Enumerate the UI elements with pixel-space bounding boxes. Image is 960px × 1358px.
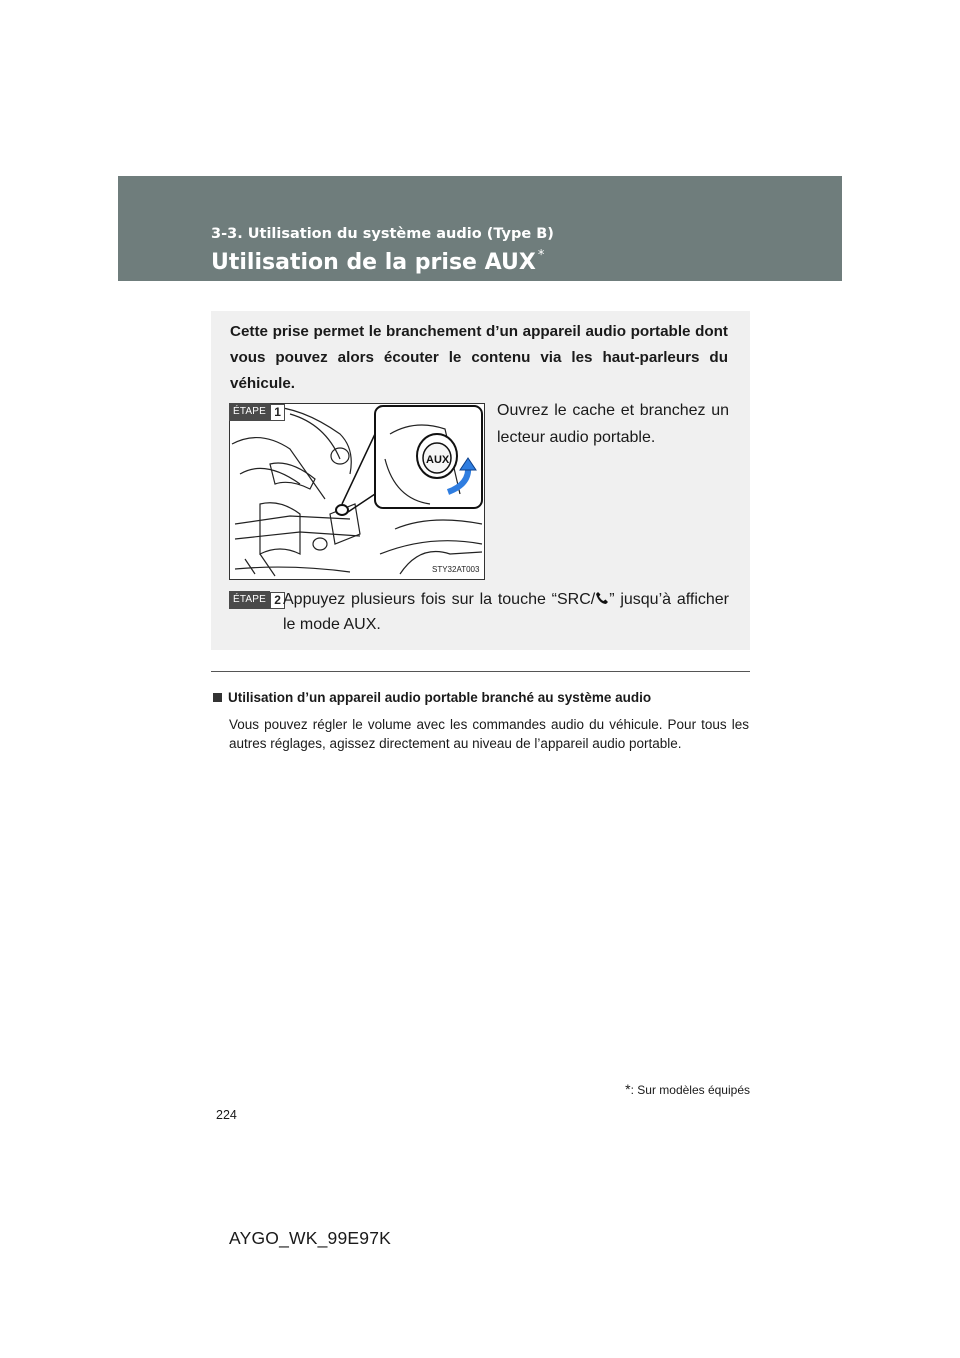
step-2-number: 2	[270, 592, 285, 609]
dashboard-drawing	[230, 404, 484, 579]
intro-text: Cette prise permet le branchement d’un appareil audio portable dont vous pouvez alors écouter le contenu via les haut-parleurs du véhicule.	[230, 323, 728, 392]
illustration-code: STY32AT003	[432, 565, 480, 574]
equipped-mark: *	[537, 248, 545, 263]
note-body: Vous pouvez régler le volume avec les commandes audio du véhicule. Pour tous les autres réglages, agissez directement au niveau de l’appareil audio portable.	[229, 717, 749, 751]
phone-icon	[595, 591, 609, 605]
page-title	[211, 248, 544, 275]
step-2-text-after: ” jusqu’à afficher le mode AUX.	[283, 591, 729, 633]
footnote-mark: *	[625, 1081, 631, 1097]
document-code: AYGO_WK_99E97K	[229, 1228, 392, 1248]
aux-jack-label: AUX	[426, 454, 450, 466]
step-2-text-before: Appuyez plusieurs fois sur la touche “SRC/	[283, 591, 596, 608]
step-1-text: Ouvrez le cache et branchez un lecteur audio portable.	[497, 402, 729, 446]
step-1-word: ÉTAPE	[229, 403, 270, 421]
footnote-text: : Sur modèles équipés	[630, 1083, 750, 1097]
procedure-box	[211, 311, 750, 650]
note-heading	[213, 690, 753, 705]
aux-jack-illustration	[229, 403, 485, 580]
step-2-word: ÉTAPE	[229, 591, 270, 609]
page-number: 224	[216, 1108, 237, 1122]
footnote	[625, 1081, 750, 1097]
section-label: 3-3. Utilisation du système audio (Type B)	[211, 226, 554, 242]
page-title-text: Utilisation de la prise AUX	[211, 250, 536, 275]
section-divider	[211, 671, 750, 672]
step-2-text	[283, 587, 729, 637]
step-2-badge	[229, 591, 285, 609]
step-1-number: 1	[270, 404, 285, 421]
square-bullet-icon	[213, 693, 222, 702]
chapter-header	[118, 176, 842, 281]
step-1-badge	[229, 403, 285, 421]
note-heading-text: Utilisation d’un appareil audio portable branché au système audio	[228, 690, 652, 705]
